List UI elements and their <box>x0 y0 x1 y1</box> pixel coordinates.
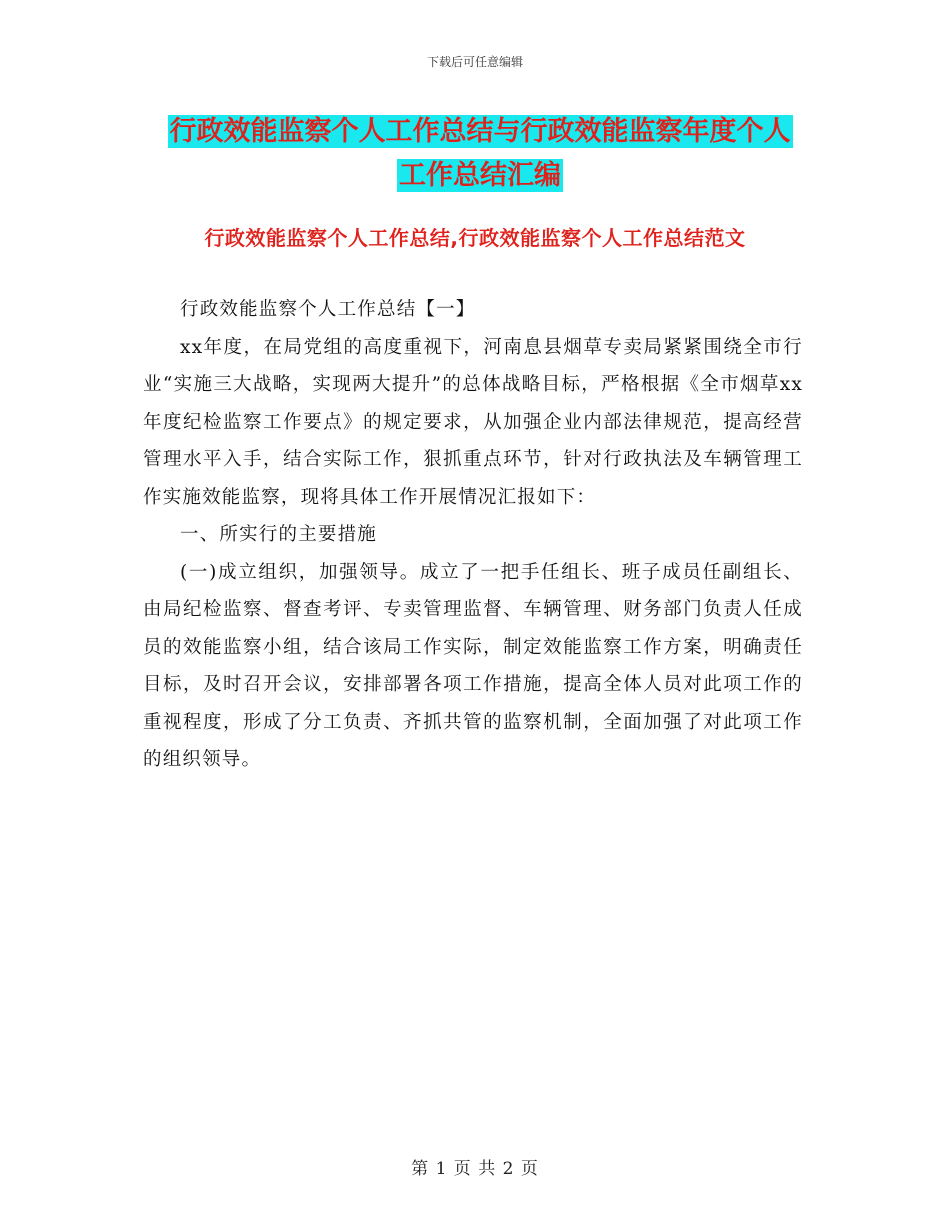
document-body <box>143 291 803 779</box>
page-header-note: 下载后可任意编辑 <box>426 55 523 69</box>
body-paragraph: (一)成立组织，加强领导。成立了一把手任组长、班子成员任副组长、由局纪检监察、督查考评、专卖管理监督、车辆管理、财务部门负责人任成员的效能监察小组，结合该局工作实际，制定效能监察工作方案，明确责任目标，及时召开会议，安排部署各项工作措施，提高全体人员对此项工作的重视程度，形成了分工负责、齐抓共管的监察机制，全面加强了对此项工作的组织领导。 <box>143 561 803 770</box>
title-line-1: 行政效能监察个人工作总结与行政效能监察年度个人 <box>169 116 791 147</box>
document-subtitle: 行政效能监察个人工作总结,行政效能监察个人工作总结范文 <box>204 226 746 250</box>
section-heading: 一、所实行的主要措施 <box>180 524 378 545</box>
body-paragraph: xx年度，在局党组的高度重视下，河南息县烟草专卖局紧紧围绕全市行业“实施三大战略，实现两大提升”的总体战略目标，严格根据《全市烟草xx年度纪检监察工作要点》的规定要求，从加强企业内部法律规范，提高经营管理水平入手，结合实际工作，狠抓重点环节，针对行政执法及车辆管理工作实施效能监察，现将具体工作开展情况汇报如下： <box>143 336 803 508</box>
page-footer: 第 1 页 共 2 页 <box>411 1159 539 1179</box>
title-line-2: 工作总结汇编 <box>399 160 561 191</box>
section-heading: 行政效能监察个人工作总结【一】 <box>180 299 476 320</box>
document-title <box>140 110 820 198</box>
